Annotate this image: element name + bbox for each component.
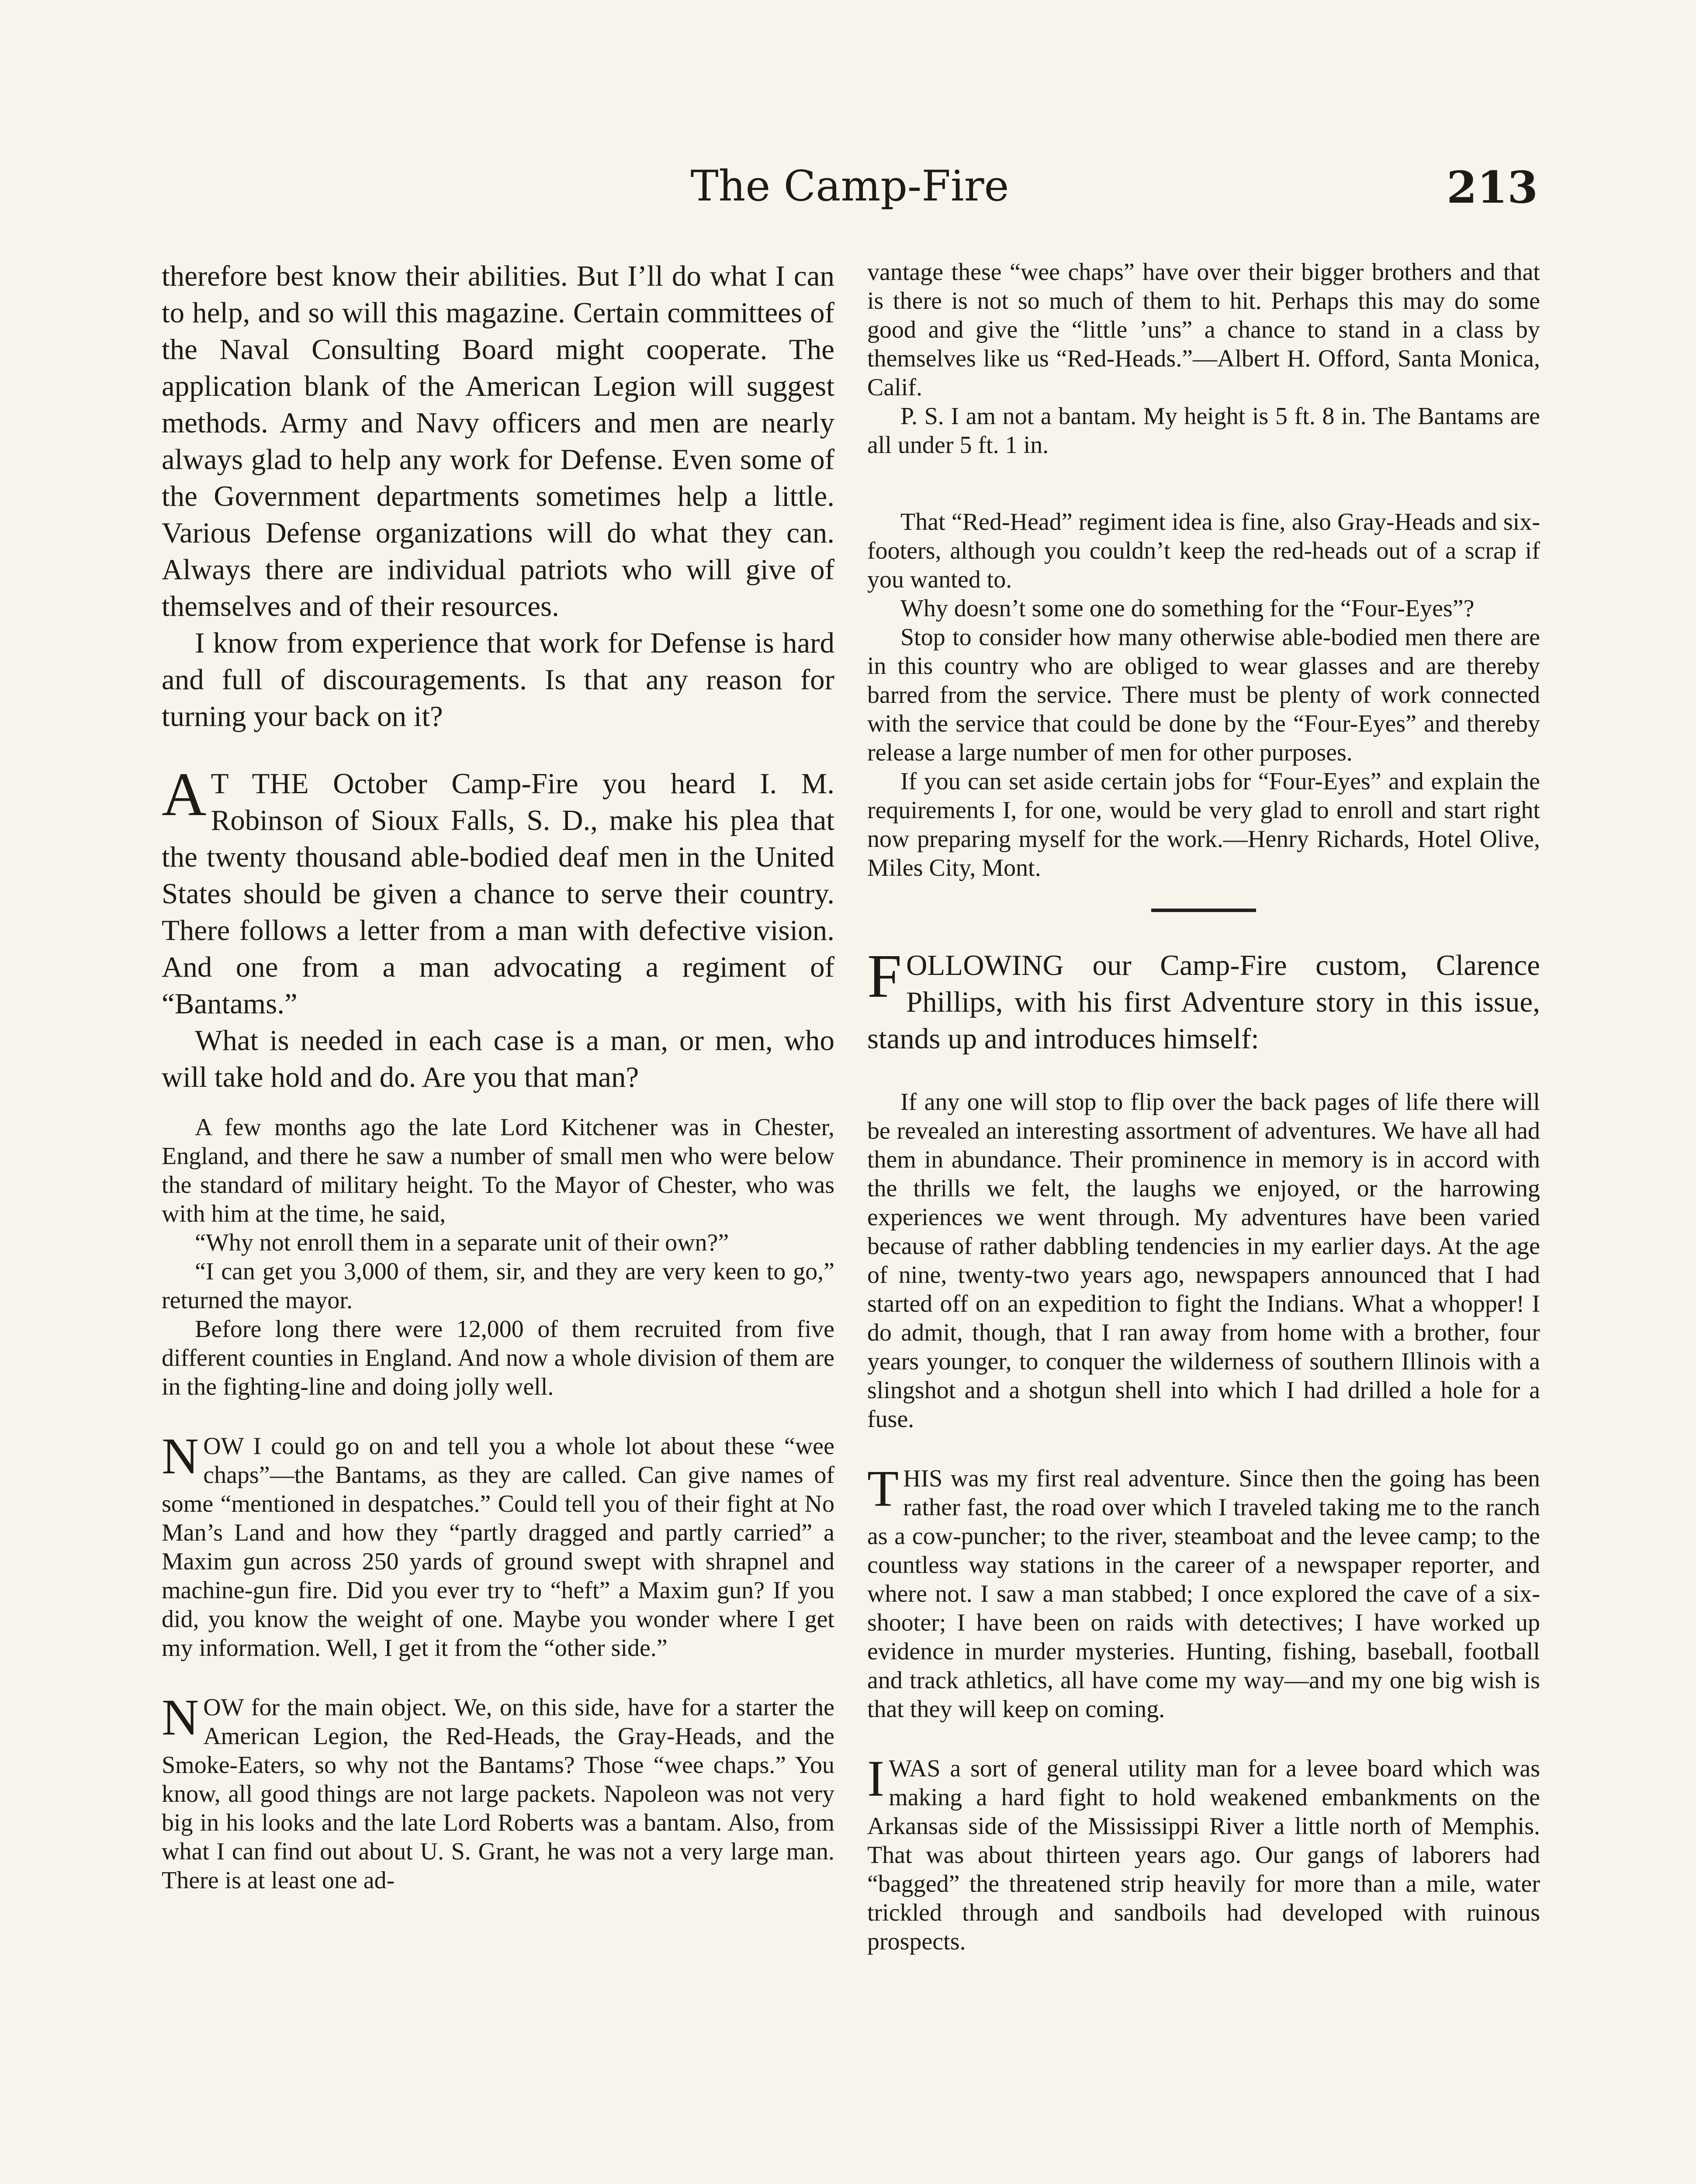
section-paragraph: FOLLOWING our Camp-Fire custom, Clarence Phillips, with his first Adventure story in this issue, stands up and introduces himself: bbox=[867, 941, 1540, 1055]
drop-cap: I bbox=[867, 1750, 885, 1807]
letter-paragraph: P. S. I am not a bantam. My height is 5 ft. 8 in. The Bantams are all under 5 ft. 1 in. bbox=[867, 403, 1540, 459]
letter-paragraph: Why doesn’t some one do something for the “Four-Eyes”? bbox=[900, 595, 1474, 622]
page-number: 213 bbox=[1447, 162, 1538, 213]
letter-paragraph: Before long there were 12,000 of them recruited from five different counties in England. And now a whole division of them are in the fighting-line and doing jolly well. bbox=[162, 1316, 834, 1400]
letter-paragraph: vantage these “wee chaps” have over their bigger brothers and that is there is not so much of them to hit. Perhaps this may do some good and give the “little ’uns” a chance to stand in a class by themselves like us “Red-Heads.”—Albert H. Offord, Santa Monica, Calif. bbox=[867, 259, 1540, 401]
letter-paragraph: If any one will stop to flip over the back pages of life there will be revealed an interesting assortment of adventures. We have all had them in abundance. Their prominence in memory is in accord with the thrills we felt, the laughs we enjoyed, or the harrowing experiences we went through. My adventures have been varied because of rather dabbling tendencies in my earlier days. At the age of nine, twenty-two years ago, newspapers announced that I had started off on an expedition to fight the Indians. What a whopper! I do admit, though, that I ran away from home with a brother, four years younger, to conquer the wilderness of southern Illinois with a slingshot and a shotgun shell into which I had drilled a hole for a fuse. bbox=[867, 1089, 1540, 1433]
letter-paragraph: If you can set aside certain jobs for “Four-Eyes” and explain the requirements I, for one, would be very glad to enroll and start right now preparing myself for the work.—Henry Richards, Hotel Olive, Miles City, Mont. bbox=[867, 768, 1540, 881]
drop-cap: T bbox=[867, 1460, 899, 1517]
drop-cap: A bbox=[162, 760, 207, 829]
paragraph: therefore best know their abilities. But I’ll do what I can to help, and so will this magazine. Certain committees of the Naval Consulting Board might cooperate. The application blank of the American Legion will suggest methods. Army and Navy officers and men are nearly always glad to help any work for Defense. Even some of the Government departments sometimes help a little. Various Defense organizations will do what they can. Always there are individual patriots who will give of themselves and of their resources. bbox=[162, 260, 834, 622]
page-header bbox=[162, 162, 1538, 223]
section-paragraph: THIS was my first real adventure. Since then the going has been rather fast, the road over which I traveled taking me to the ranch as a cow-puncher; to the river, steamboat and the levee camp; to the countless way stations in the career of a newspaper reporter, and where not. I saw a man stabbed; I once explored the cave of a six-shooter; I have been on raids with detectives; I have worked up evidence in murder mysteries. Hunting, fishing, baseball, football and track athletics, all have come my way—and my one big wish is that they will keep on coming. bbox=[867, 1460, 1540, 1723]
drop-cap: N bbox=[162, 1427, 199, 1485]
right-column bbox=[867, 258, 1540, 1956]
section-paragraph: A T THE October Camp-Fire you heard I. M. Robinson of Sioux Falls, S. D., make his plea that the twenty thousand able-bodied deaf men in the United States should be given a chance to serve their country. There follows a letter from a man with defective vision. And one from a man advocating a regiment of “Bantams.” bbox=[162, 760, 834, 1020]
letter-paragraph: Stop to consider how many otherwise able-bodied men there are in this country who are obliged to wear glasses and are thereby barred from the service. There must be plenty of work connected with the service that could be done by the “Four-Eyes” and thereby release a large number of men for other purposes. bbox=[867, 624, 1540, 766]
running-head-title: The Camp-Fire bbox=[690, 162, 1009, 211]
drop-cap: N bbox=[162, 1689, 199, 1746]
section-paragraph: NOW for the main object. We, on this side, have for a starter the American Legion, the Red-Heads, the Gray-Heads, and the Smoke-Eaters, so why not the Bantams? Those “wee chaps.” You know, all good things are not large packets. Napoleon was not very big in his looks and the late Lord Roberts was a bantam. Also, from what I can find out about U. S. Grant, he was not a very large man. There is at least one ad- bbox=[162, 1689, 834, 1894]
section-paragraph: IWAS a sort of general utility man for a levee board which was making a hard fight to hold weakened embankments on the Arkansas side of the Mississippi River a little north of Memphis. That was about thirteen years ago. Our gangs of laborers had “bagged” the threatened strip heavily for more than a mile, water trickled through and sandboils had developed with ruinous prospects. bbox=[867, 1750, 1540, 1955]
letter-paragraph: “I can get you 3,000 of them, sir, and they are very keen to go,” returned the mayor. bbox=[162, 1258, 834, 1314]
letter-paragraph: That “Red-Head” regiment idea is fine, also Gray-Heads and six-footers, although you couldn’t keep the red-heads out of a scrap if you wanted to. bbox=[867, 508, 1540, 593]
drop-cap: F bbox=[867, 941, 902, 1010]
letter-paragraph: A few months ago the late Lord Kitchener was in Chester, England, and there he saw a number of small men who were below the standard of military height. To the Mayor of Chester, who was with him at the time, he said, bbox=[162, 1114, 834, 1227]
letter-paragraph: “Why not enroll them in a separate unit of their own?” bbox=[195, 1229, 729, 1256]
left-column bbox=[162, 258, 834, 1895]
paragraph: I know from experience that work for Defense is hard and full of discouragements. Is that any reason for turning your back on it? bbox=[162, 627, 834, 733]
section-paragraph: NOW I could go on and tell you a whole lot about these “wee chaps”—the Bantams, as they are called. Can give names of some “mentioned in despatches.” Could tell you of their fight at No Man’s Land and how they “partly dragged and partly carried” a Maxim gun across 250 yards of ground swept with shrapnel and machine-gun fire. Did you ever try to “heft” a Maxim gun? If you did, you know the weight of one. Maybe you wonder where I get my information. Well, I get it from the “other side.” bbox=[162, 1427, 834, 1662]
section-divider bbox=[1151, 909, 1256, 912]
paragraph: What is needed in each case is a man, or men, who will take hold and do. Are you that man? bbox=[162, 1024, 834, 1093]
